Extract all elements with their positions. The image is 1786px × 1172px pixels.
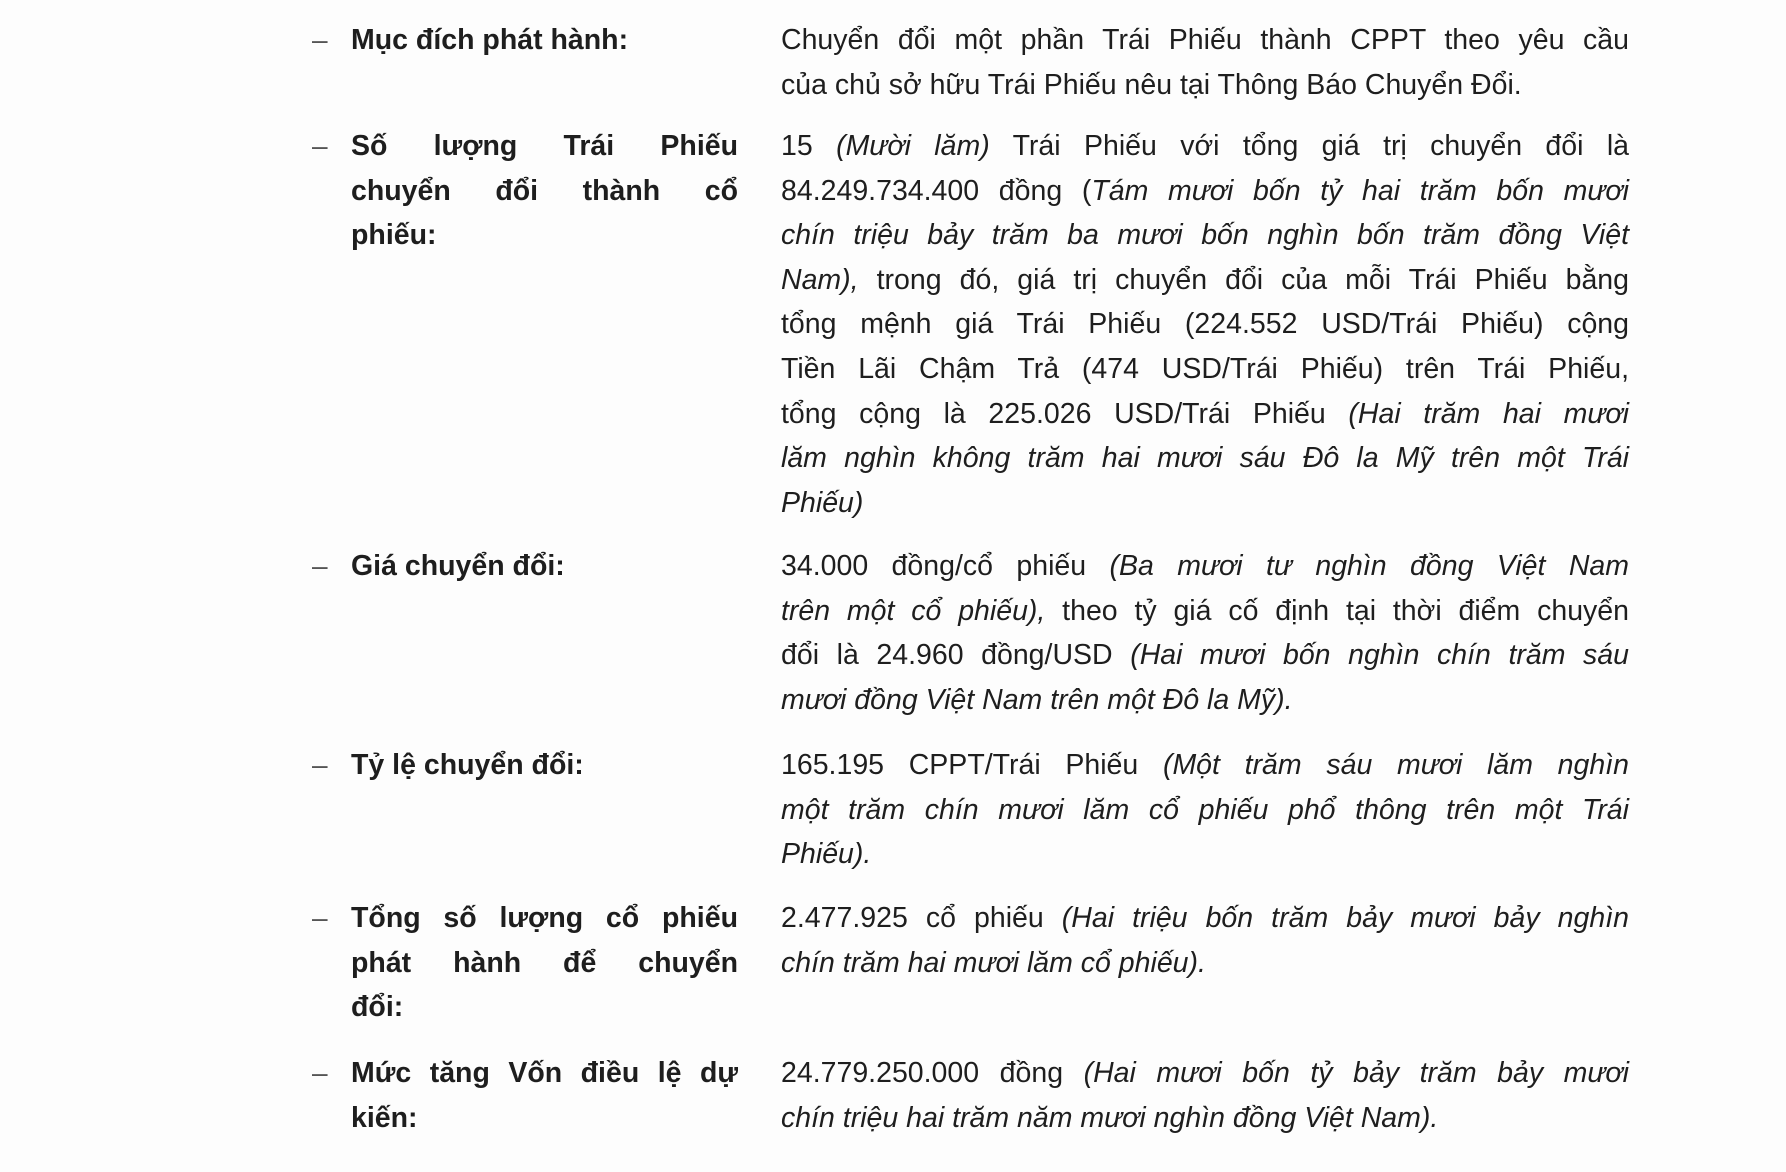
value-text: 24.779.250.000 đồng [781,1057,1084,1089]
value-text: 15 [781,130,837,162]
label-line: Giá chuyển đổi: [351,550,565,582]
value-text-italic: (Một trăm sáu mươi lăm nghìn [1162,749,1629,781]
field-label [351,544,738,589]
bullet-dash: – [312,24,328,55]
value-line [781,63,1629,108]
label-line: Mức tăng Vốn điều lệ dự [351,1057,738,1089]
value-text-italic: một trăm chín mươi lăm cổ phiếu phổ thông trên một Trái [781,793,1629,826]
value-line [781,124,1629,169]
value-line [781,302,1629,347]
value-text: 84.249.734.400 đồng ( [781,174,1092,207]
value-text: Chuyển đổi một phần Trái Phiếu thành CPPT theo yêu cầu [781,24,1629,56]
value-line [781,1051,1629,1096]
value-text-italic: chín triệu bảy trăm ba mươi bốn nghìn bốn trăm đồng Việt [781,219,1629,252]
value-text-italic: (Hai triệu bốn trăm bảy mươi bảy nghìn [1061,902,1629,934]
value-line [781,743,1629,788]
label-line: Tỷ lệ chuyển đổi: [351,749,584,781]
value-line [781,896,1629,941]
value-text-italic: lăm nghìn không trăm hai mươi sáu Đô la Mỹ trên một Trái [781,442,1629,475]
field-value [781,124,1629,525]
value-text-italic: mươi đồng Việt Nam trên một Đô la Mỹ). [781,683,1293,716]
value-line [781,18,1629,63]
value-text-italic: (Hai mươi bốn nghìn chín trăm sáu [1130,639,1629,672]
value-line [781,678,1629,723]
value-text: trong đó, giá trị chuyển đổi của mỗi Trái Phiếu bằng [858,263,1629,296]
value-text: Trái Phiếu với tổng giá trị chuyển đổi là [989,130,1630,162]
value-text-italic: Phiếu) [781,486,864,519]
value-text-italic: (Hai trăm hai mươi [1348,397,1629,430]
bullet-dash: – [312,1057,328,1088]
value-line [781,258,1629,303]
field-label [351,1051,738,1140]
label-line: phiếu: [351,219,437,252]
field-label [351,18,738,63]
value-line [781,832,1629,877]
bullet-dash: – [312,130,328,161]
value-line [781,544,1629,589]
value-text-italic: Tám mươi bốn tỷ hai trăm bốn mươi [1091,174,1629,207]
value-line [781,436,1629,481]
value-text: Tiền Lãi Chậm Trả (474 USD/Trái Phiếu) trên Trái Phiếu, [781,352,1629,385]
value-line [781,589,1629,634]
bullet-dash: – [312,749,328,780]
value-text-italic: Nam), [781,263,859,296]
bullet-dash: – [312,902,328,933]
field-value [781,18,1629,107]
label-line: phát hành để chuyển [351,946,738,979]
field-value [781,743,1629,877]
stamp-fragment [1746,0,1786,140]
value-line [781,788,1629,833]
field-value [781,544,1629,722]
value-text-italic: (Ba mươi tư nghìn đồng Việt Nam [1109,550,1629,582]
value-line [781,347,1629,392]
value-text-italic: trên một cổ phiếu), [781,594,1046,627]
label-line: Tổng số lượng cổ phiếu [351,902,738,934]
value-line [781,1096,1629,1141]
value-line [781,481,1629,526]
value-line [781,633,1629,678]
field-value [781,1051,1629,1140]
value-line [781,392,1629,437]
value-text: đổi là 24.960 đồng/USD [781,639,1131,672]
value-line [781,941,1629,986]
value-text: 34.000 đồng/cổ phiếu [781,550,1110,582]
field-label [351,896,738,1030]
field-value [781,896,1629,985]
label-line: đổi: [351,991,404,1024]
bullet-dash: – [312,550,328,581]
value-text-italic: Phiếu). [781,838,872,871]
value-text-italic: (Mười lăm) [836,130,990,162]
value-text-italic: chín trăm hai mươi lăm cổ phiếu). [781,946,1206,979]
label-line: chuyển đổi thành cổ [351,174,738,207]
value-line [781,169,1629,214]
label-line: kiến: [351,1101,418,1134]
value-text: tổng mệnh giá Trái Phiếu (224.552 USD/Trái Phiếu) cộng [781,308,1629,341]
value-text: tổng cộng là 225.026 USD/Trái Phiếu [781,397,1349,430]
field-label [351,124,738,258]
value-text-italic: chín triệu hai trăm năm mươi nghìn đồng Việt Nam). [781,1101,1439,1134]
value-text: của chủ sở hữu Trái Phiếu nêu tại Thông Báo Chuyển Đổi. [781,68,1522,101]
value-text: 165.195 CPPT/Trái Phiếu [781,749,1163,781]
value-text-italic: (Hai mươi bốn tỷ bảy trăm bảy mươi [1083,1057,1629,1089]
label-line: Mục đích phát hành: [351,24,629,56]
field-label [351,743,738,788]
value-line [781,213,1629,258]
value-text: theo tỷ giá cố định tại thời điểm chuyển [1045,594,1629,627]
value-text: 2.477.925 cổ phiếu [781,902,1062,934]
label-line: Số lượng Trái Phiếu [351,130,738,162]
